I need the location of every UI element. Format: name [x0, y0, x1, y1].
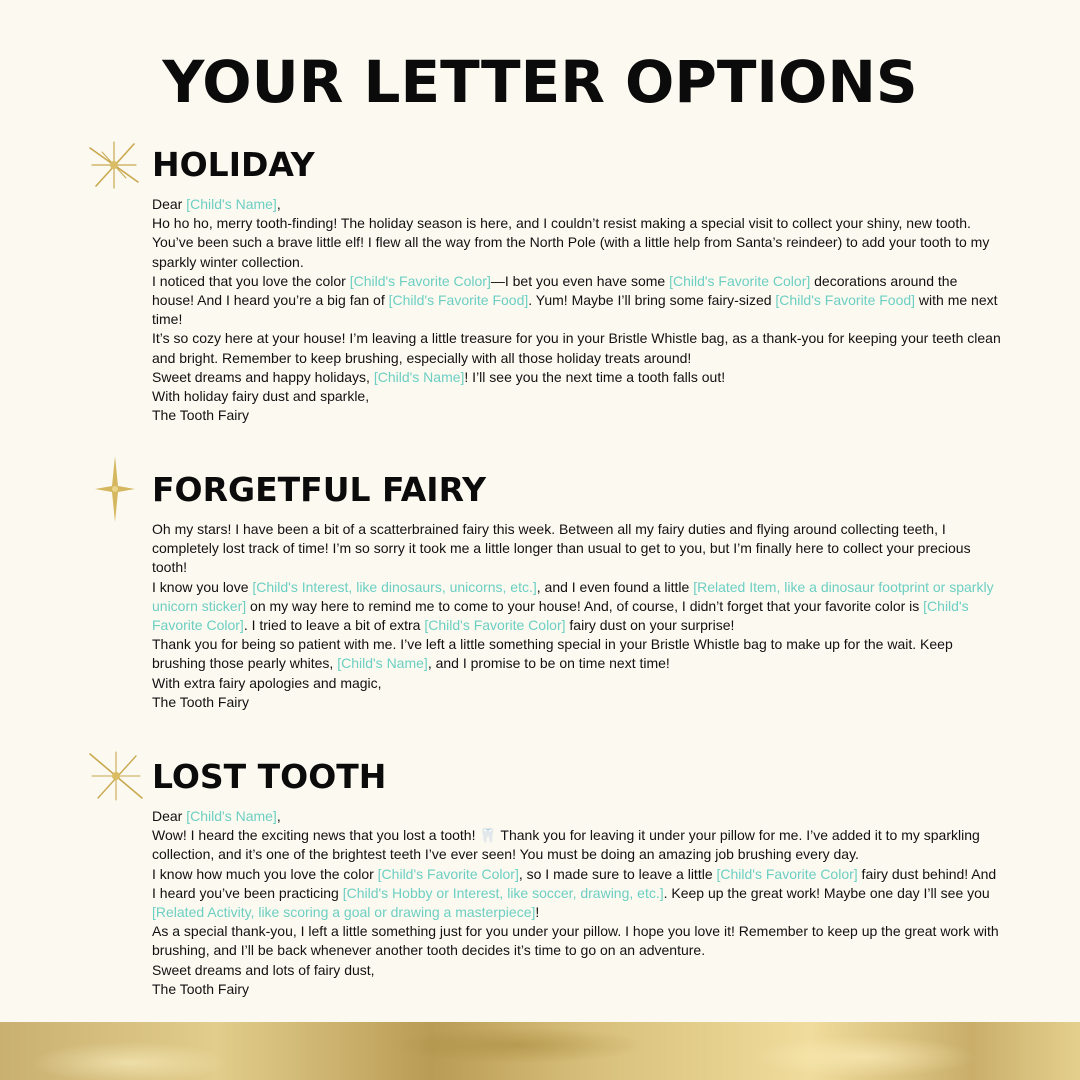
- letter-paragraph: [152, 807, 1002, 826]
- letter-text: ,: [276, 196, 281, 212]
- letter-text: Thank you for being so patient with me. I’ve left a little something special in your Bristle Whistle bag to make up for the wait. Keep brushing those pearly whites,: [152, 636, 953, 672]
- section-heading: FORGETFUL FAIRY: [152, 470, 487, 509]
- letter-paragraph: [152, 865, 1002, 923]
- sparkle-star-icon: [88, 140, 140, 190]
- letter-paragraph: [152, 387, 1002, 406]
- letter-text: , and I promise to be on time next time!: [427, 655, 670, 672]
- letter-text: fairy dust on your surprise!: [565, 617, 735, 634]
- letter-text: The Tooth Fairy: [152, 693, 250, 710]
- letter-text: Sweet dreams and lots of fairy dust,: [152, 961, 375, 978]
- placeholder-field: [Child's Interest, like dinosaurs, unicorns, etc.]: [252, 578, 537, 595]
- letter-text: I know how much you love the color: [152, 865, 378, 882]
- letter-paragraph: [152, 195, 1002, 214]
- four-point-star-icon: [95, 456, 135, 522]
- letter-text: !: [535, 904, 540, 921]
- placeholder-field: [Child's Name]: [186, 808, 277, 824]
- letter-paragraph: [152, 693, 1002, 712]
- placeholder-field: [Child's Name]: [337, 655, 428, 672]
- letter-text: ,: [276, 808, 281, 824]
- gold-foil-band: [0, 1022, 1080, 1080]
- placeholder-field: [Related Activity, like scoring a goal or drawing a masterpiece]: [152, 904, 536, 921]
- letter-body: [152, 195, 1002, 425]
- placeholder-field: [Related Item, like a dinosaur footprint or sparkly unicorn sticker]: [152, 578, 994, 614]
- letter-text: . Keep up the great work! Maybe one day I’ll see you: [663, 884, 990, 901]
- letter-paragraph: [152, 980, 1002, 999]
- letter-paragraph: [152, 635, 1002, 673]
- letter-paragraph: [152, 674, 1002, 693]
- letter-text: The Tooth Fairy: [152, 407, 250, 424]
- letter-paragraph: [152, 922, 1002, 960]
- placeholder-field: [Child's Favorite Color]: [152, 597, 969, 634]
- letter-text: . I tried to leave a bit of extra: [243, 617, 425, 634]
- placeholder-field: [Child's Name]: [186, 196, 277, 212]
- section-heading: HOLIDAY: [152, 145, 315, 184]
- placeholder-field: [Child's Hobby or Interest, like soccer, drawing, etc.]: [342, 884, 664, 901]
- page-title: YOUR LETTER OPTIONS: [162, 48, 918, 116]
- letter-paragraph: [152, 368, 1002, 387]
- letter-text: With extra fairy apologies and magic,: [152, 674, 382, 691]
- letter-body: [152, 807, 1002, 999]
- letter-text: with me next time!: [152, 292, 998, 328]
- letter-paragraph: [152, 826, 1002, 864]
- letter-text: It’s so cozy here at your house! I’m leaving a little treasure for you in your Bristle Whistle bag, as a thank-you for keeping your teeth clean and bright. Remember to keep brushing, especially with all those holiday treats around!: [152, 330, 1001, 366]
- letter-text: Wow! I heard the exciting news that you lost a tooth! 🦷 Thank you for leaving it under your pillow for me. I’ve added it to my sparkling collection, and it’s one of the brightest teeth I’ve ever seen! You must be doing an amazing job brushing every day.: [152, 827, 980, 863]
- placeholder-field: [Child's Favorite Color]: [349, 272, 491, 289]
- letter-body: [152, 520, 1002, 712]
- letter-text: As a special thank-you, I left a little something just for you under your pillow. I hope you love it! Remember to keep up the great work with brushing, and I’ll be back whenever another tooth decides it’s time to go on an adventure.: [152, 923, 999, 959]
- placeholder-field: [Child's Favorite Food]: [388, 292, 529, 309]
- letter-paragraph: [152, 961, 1002, 980]
- letter-text: . Yum! Maybe I’ll bring some fairy-sized: [528, 292, 776, 309]
- letter-text: Oh my stars! I have been a bit of a scatterbrained fairy this week. Between all my fairy duties and flying around collecting teeth, I completely lost track of time! I’m so sorry it took me a little longer than usual to get to you, but I’m finally here to collect your precious tooth!: [152, 521, 971, 576]
- section-holiday: [152, 145, 1002, 425]
- letter-text: , so I made sure to leave a little: [518, 865, 717, 882]
- placeholder-field: [Child's Favorite Color]: [377, 865, 519, 882]
- letter-text: The Tooth Fairy: [152, 980, 250, 997]
- letter-text: fairy dust behind! And I heard you’ve been practicing: [152, 865, 997, 901]
- placeholder-field: [Child's Name]: [373, 368, 465, 385]
- letter-text: Sweet dreams and happy holidays,: [152, 368, 374, 385]
- placeholder-field: [Child's Favorite Food]: [775, 292, 916, 309]
- letter-paragraph: [152, 214, 1002, 272]
- letter-paragraph: [152, 329, 1002, 367]
- letter-text: With holiday fairy dust and sparkle,: [152, 388, 370, 405]
- letter-paragraph: [152, 272, 1002, 330]
- letter-paragraph: [152, 406, 1002, 425]
- letter-text: Dear: [152, 808, 187, 824]
- letter-text: Ho ho ho, merry tooth-finding! The holiday season is here, and I couldn’t resist making a special visit to collect your shiny, new tooth. You’ve been such a brave little elf! I flew all the way from the North Pole (with a little help from Santa’s reindeer) to add your tooth to my sparkly winter collection.: [152, 215, 990, 270]
- letter-text: I noticed that you love the color: [152, 272, 350, 289]
- section-heading: LOST TOOTH: [152, 757, 387, 796]
- letter-paragraph: [152, 520, 1002, 578]
- letter-paragraph: [152, 578, 1002, 636]
- letter-text: Dear: [152, 196, 187, 212]
- placeholder-field: [Child's Favorite Color]: [424, 617, 566, 634]
- letter-text: —I bet you even have some: [490, 272, 670, 289]
- letter-text: decorations around the house! And I heard you’re a big fan of: [152, 272, 958, 309]
- letter-text: on my way here to remind me to come to your house! And, of course, I didn’t forget that your favorite color is: [246, 597, 924, 614]
- sparkle-star-icon: [88, 750, 144, 802]
- placeholder-field: [Child's Favorite Color]: [716, 865, 858, 882]
- section-lost-tooth: [152, 757, 1002, 999]
- letter-text: , and I even found a little: [536, 578, 694, 595]
- letter-text: I know you love: [152, 578, 253, 595]
- section-forgetful-fairy: [152, 470, 1002, 712]
- placeholder-field: [Child's Favorite Color]: [669, 272, 811, 289]
- letter-text: ! I’ll see you the next time a tooth falls out!: [464, 368, 726, 385]
